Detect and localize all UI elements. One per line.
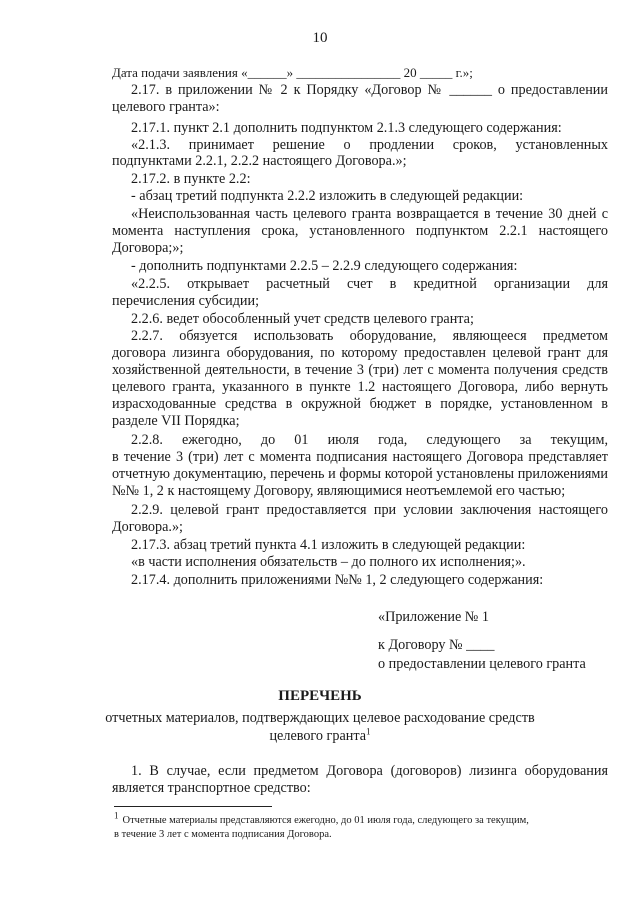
- annex-label: «Приложение № 1: [378, 609, 489, 625]
- paragraph: «Неиспользованная часть целевого гранта возвращается в течение 30 дней с: [131, 206, 608, 222]
- application-date-line: Дата подачи заявления «______» ________________ 20 _____ г.»;: [112, 65, 473, 80]
- paragraph: Договора;»;: [112, 240, 184, 256]
- footnote: [114, 810, 608, 827]
- paragraph: разделе VII Порядка;: [112, 413, 240, 429]
- paragraph: хозяйственной деятельности, в течение 3 (три) лет с момента получения средств: [112, 362, 608, 378]
- paragraph: целевого гранта»:: [112, 99, 220, 115]
- section-title: ПЕРЕЧЕНЬ: [278, 688, 362, 704]
- paragraph: момента наступления срока, установленного подпунктом 2.2.1 настоящего: [112, 223, 608, 239]
- paragraph: израсходованные средства в окружной бюджет в порядке, установленном в: [112, 396, 608, 412]
- paragraph: подпунктами 2.2.1, 2.2.2 настоящего Договора.»;: [112, 153, 407, 169]
- paragraph: целевого гранта, указанного в пункте 1.2 настоящего Договора, либо вернуть: [112, 379, 608, 395]
- paragraph: - дополнить подпунктами 2.2.5 – 2.2.9 следующего содержания:: [131, 258, 518, 274]
- paragraph: 2.2.6. ведет обособленный учет средств целевого гранта;: [131, 311, 474, 327]
- paragraph: 2.17.1. пункт 2.1 дополнить подпунктом 2.1.3 следующего содержания:: [131, 120, 562, 136]
- section-subtitle: отчетных материалов, подтверждающих целевое расходование средств: [105, 710, 535, 726]
- paragraph: №№ 1, 2 к настоящему Договору, являющимися неотъемлемой его частью;: [112, 483, 566, 499]
- paragraph: отчетную документацию, перечень и формы которой установлены приложениями: [112, 466, 608, 482]
- paragraph: 2.2.7. обязуется использовать оборудование, являющееся предметом: [131, 328, 608, 344]
- list-item-1-continued: является транспортное средство:: [112, 780, 311, 796]
- paragraph: договора лизинга оборудования, по которому предоставлен целевой грант для: [112, 345, 608, 361]
- list-item-1: 1. В случае, если предметом Договора (договоров) лизинга оборудования: [131, 763, 608, 779]
- paragraph: - абзац третий подпункта 2.2.2 изложить в следующей редакции:: [131, 188, 524, 204]
- paragraph: «в части исполнения обязательств – до полного их исполнения;».: [131, 554, 526, 570]
- paragraph: 2.17.3. абзац третий пункта 4.1 изложить в следующей редакции:: [131, 537, 526, 553]
- page-number: 10: [312, 30, 328, 46]
- section-subtitle-continued: [0, 728, 640, 745]
- paragraph: «2.1.3. принимает решение о продлении сроков, установленных: [131, 137, 608, 153]
- paragraph: 2.17. в приложении № 2 к Порядку «Договор № ______ о предоставлении: [131, 82, 608, 98]
- subtitle-text: целевого гранта: [269, 728, 367, 744]
- paragraph: 2.17.2. в пункте 2.2:: [131, 171, 251, 187]
- paragraph: 2.2.8. ежегодно, до 01 июля года, следующего за текущим,: [131, 432, 608, 448]
- paragraph: 2.2.9. целевой грант предоставляется при условии заключения настоящего: [131, 502, 608, 518]
- footnote-number: 1: [114, 810, 119, 821]
- paragraph: в течение 3 (три) лет с момента подписания настоящего Договора представляет: [112, 449, 608, 465]
- paragraph: перечисления субсидии;: [112, 293, 260, 309]
- paragraph: «2.2.5. открывает расчетный счет в кредитной организации для: [131, 276, 608, 292]
- footnote-marker: 1: [366, 726, 371, 737]
- footnote-divider: [114, 806, 272, 807]
- paragraph: Договора.»;: [112, 519, 183, 535]
- footnote-text: Отчетные материалы представляются ежегодно, до 01 июля года, следующего за текущим,: [122, 815, 529, 826]
- paragraph: 2.17.4. дополнить приложениями №№ 1, 2 следующего содержания:: [131, 572, 544, 588]
- footnote-continued: в течение 3 лет с момента подписания Договора.: [114, 829, 332, 840]
- annex-contract-ref: к Договору № ____: [378, 637, 495, 653]
- annex-contract-subject: о предоставлении целевого гранта: [378, 656, 586, 672]
